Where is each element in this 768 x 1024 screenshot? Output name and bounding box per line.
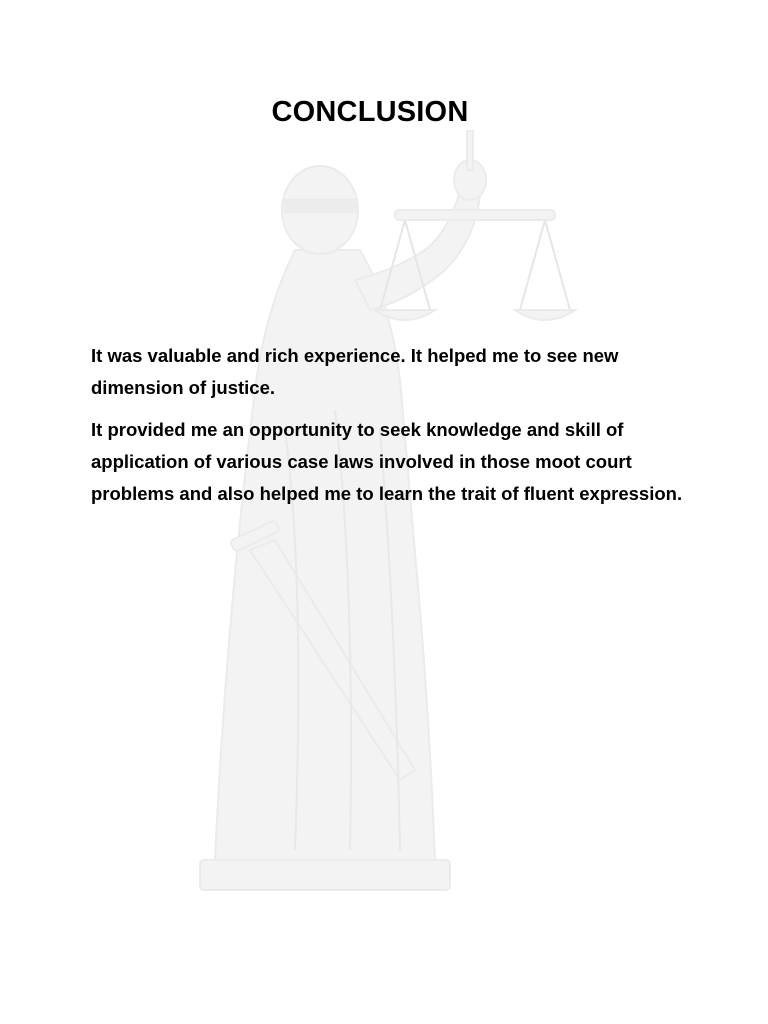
conclusion-body [91, 340, 691, 520]
paragraph: It provided me an opportunity to seek knowledge and skill of application of various case laws involved in those moot court problems and also helped me to learn the trait of fluent expression. [91, 419, 683, 504]
page-title: CONCLUSION [271, 96, 469, 128]
paragraph: It was valuable and rich experience. It helped me to see new dimension of justice. [91, 345, 619, 398]
